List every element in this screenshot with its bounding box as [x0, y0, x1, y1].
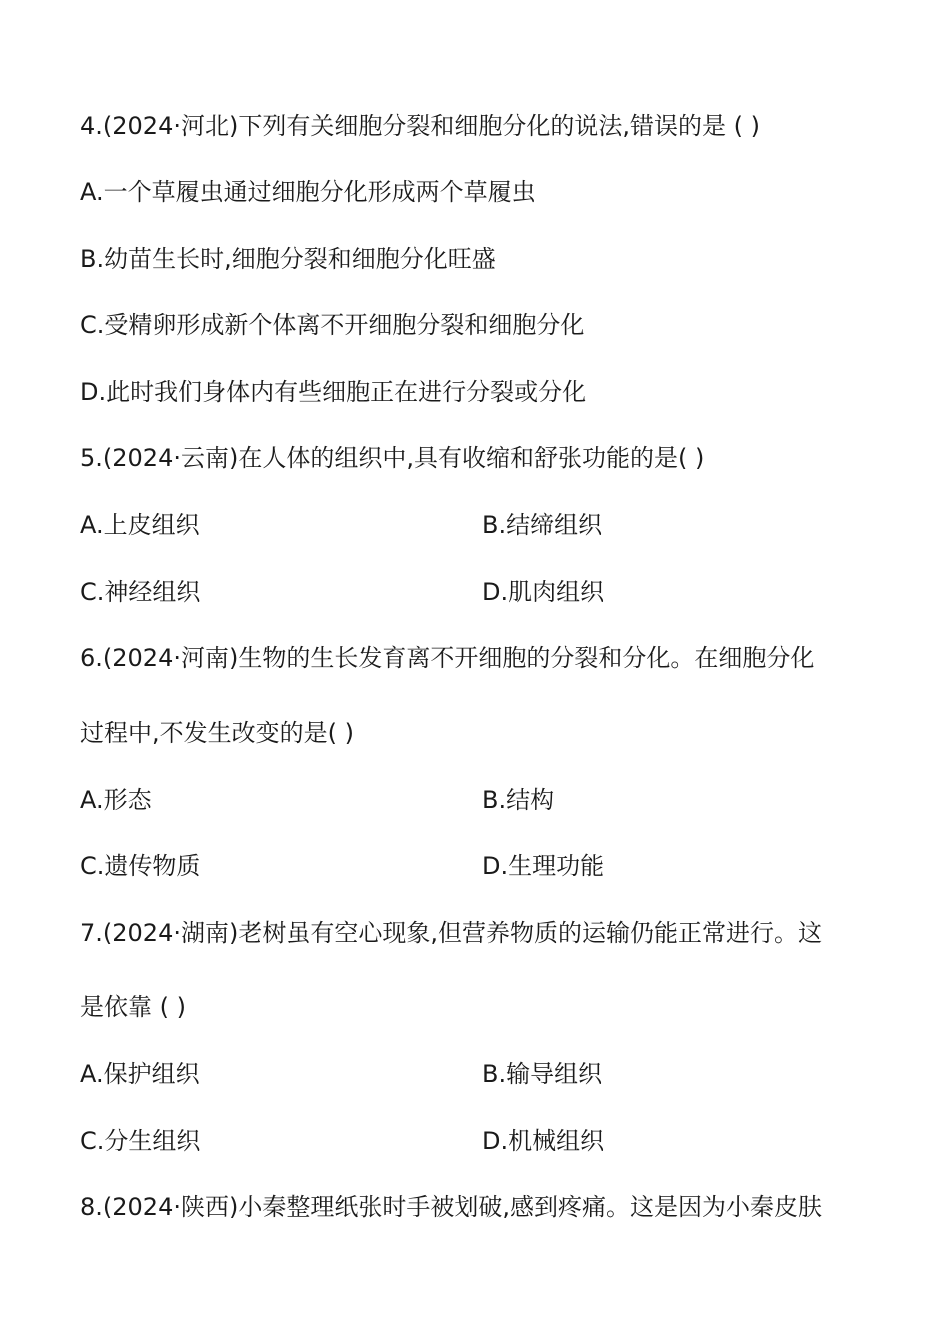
question-4-option-d: D.此时我们身体内有些细胞正在进行分裂或分化 [80, 378, 587, 406]
question-7-option-a: A.保护组织 [80, 1060, 200, 1088]
question-6-option-c: C.遗传物质 [80, 852, 201, 880]
question-7-option-d: D.机械组织 [482, 1127, 605, 1155]
question-4-option-b: B.幼苗生长时,细胞分裂和细胞分化旺盛 [80, 245, 496, 273]
question-4-option-c: C.受精卵形成新个体离不开细胞分裂和细胞分化 [80, 311, 585, 339]
question-4-option-a: A.一个草履虫通过细胞分化形成两个草履虫 [80, 178, 536, 206]
question-6-option-a: A.形态 [80, 786, 152, 814]
question-7-stem-line-2: 是依靠 ( ) [80, 993, 186, 1021]
question-7-stem-line-1: 7.(2024·湖南)老树虽有空心现象,但营养物质的运输仍能正常进行。这 [80, 919, 822, 947]
question-6-stem-line-2: 过程中,不发生改变的是( ) [80, 719, 354, 747]
question-8-stem: 8.(2024·陕西)小秦整理纸张时手被划破,感到疼痛。这是因为小秦皮肤 [80, 1193, 822, 1221]
question-6-stem-line-1: 6.(2024·河南)生物的生长发育离不开细胞的分裂和分化。在细胞分化 [80, 644, 815, 672]
question-7-option-c: C.分生组织 [80, 1127, 201, 1155]
question-5-option-a: A.上皮组织 [80, 511, 200, 539]
question-6-option-d: D.生理功能 [482, 852, 605, 880]
question-4-stem: 4.(2024·河北)下列有关细胞分裂和细胞分化的说法,错误的是 ( ) [80, 112, 760, 140]
question-5-option-d: D.肌肉组织 [482, 578, 605, 606]
question-6-option-b: B.结构 [482, 786, 555, 814]
question-5-stem: 5.(2024·云南)在人体的组织中,具有收缩和舒张功能的是( ) [80, 444, 705, 472]
question-5-option-c: C.神经组织 [80, 578, 201, 606]
question-7-option-b: B.输导组织 [482, 1060, 603, 1088]
question-5-option-b: B.结缔组织 [482, 511, 603, 539]
